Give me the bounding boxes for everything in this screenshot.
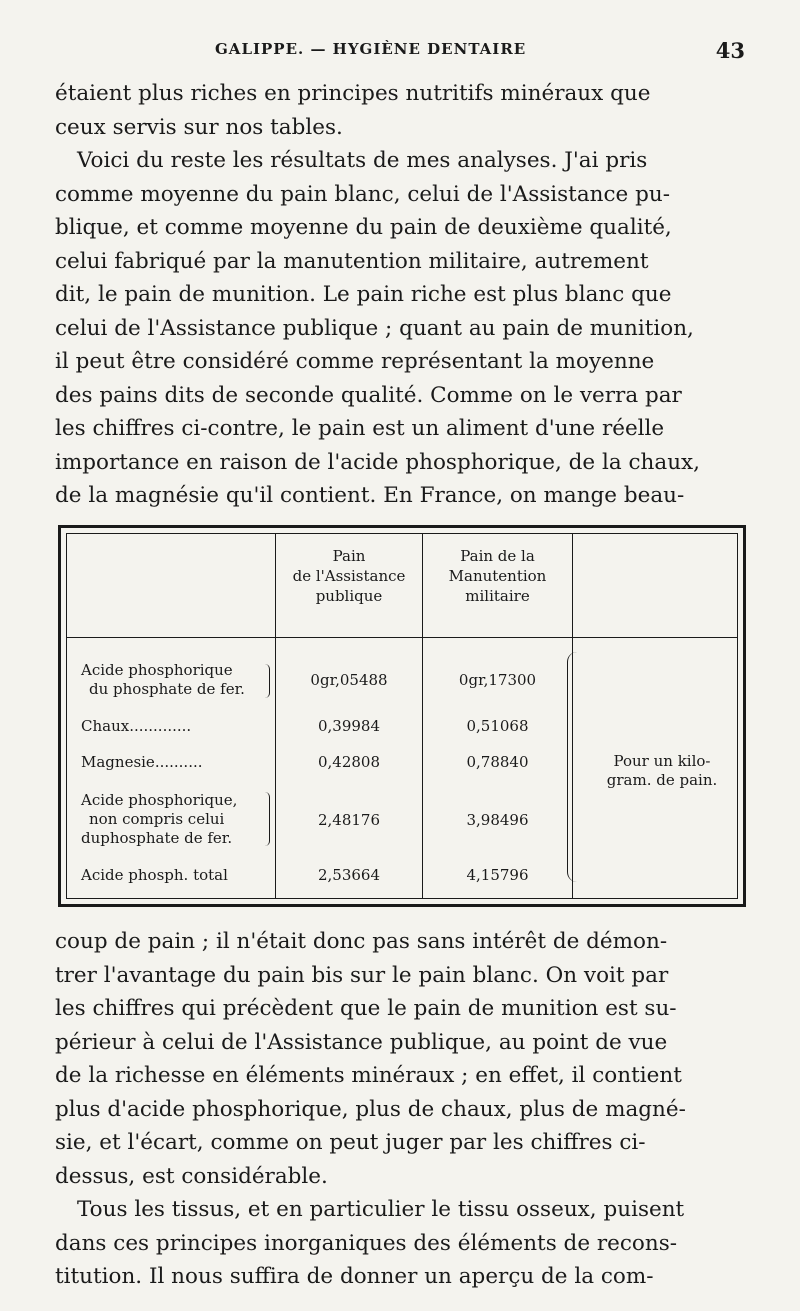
text-line: dans ces principes inorganiques des éléments de recons- bbox=[55, 1230, 678, 1256]
column-rule bbox=[275, 534, 276, 898]
value-manutention: 3,98496 bbox=[466, 811, 529, 829]
value-assistance: 0gr,05488 bbox=[310, 671, 388, 689]
column-rule bbox=[422, 534, 423, 898]
row-label: Acide phosph. total bbox=[81, 866, 228, 884]
label-line: duphosphate de fer. bbox=[81, 829, 233, 847]
text-line: périeur à celui de l'Assistance publique, au point de vue bbox=[55, 1029, 668, 1055]
header-line: Manutention bbox=[448, 567, 547, 585]
label-line: non compris celui bbox=[89, 810, 225, 828]
text-line: ceux servis sur nos tables. bbox=[55, 114, 343, 140]
header-rule bbox=[67, 637, 737, 638]
header-line: Pain de la bbox=[460, 547, 535, 565]
row-label bbox=[81, 661, 245, 699]
note-line: Pour un kilo- bbox=[613, 752, 711, 770]
header-line: de l'Assistance bbox=[292, 567, 406, 585]
text-line: dessus, est considérable. bbox=[55, 1163, 328, 1189]
value-manutention: 0,51068 bbox=[466, 717, 529, 735]
value-assistance: 2,53664 bbox=[317, 866, 381, 884]
text-line: sie, et l'écart, comme on peut juger par les chiffres ci- bbox=[55, 1130, 646, 1155]
value-manutention: 4,15796 bbox=[466, 866, 529, 884]
note-line: gram. de pain. bbox=[606, 771, 718, 789]
text-line: celui de l'Assistance publique ; quant au pain de munition, bbox=[55, 315, 694, 341]
row-brace bbox=[265, 664, 270, 698]
note-brace bbox=[567, 652, 578, 882]
label-line: du phosphate de fer. bbox=[89, 680, 245, 698]
label-line: Acide phosphorique, bbox=[81, 791, 238, 809]
text-line: les chiffres qui précèdent que le pain de munition est su- bbox=[55, 996, 677, 1021]
analysis-table bbox=[58, 525, 746, 907]
header-line: Pain bbox=[332, 547, 366, 565]
column-header-manutention bbox=[424, 546, 571, 606]
row-brace bbox=[265, 792, 270, 846]
value-assistance: 0,42808 bbox=[317, 753, 381, 771]
row-label: Chaux............. bbox=[81, 717, 192, 735]
value-assistance: 2,48176 bbox=[317, 811, 381, 829]
text-line: plus d'acide phosphorique, plus de chaux, plus de magné- bbox=[55, 1096, 686, 1122]
unit-note bbox=[587, 752, 737, 790]
text-line: Tous les tissus, et en particulier le tissu osseux, puisent bbox=[77, 1197, 685, 1222]
text-line: dit, le pain de munition. Le pain riche est plus blanc que bbox=[55, 282, 672, 307]
text-line: trer l'avantage du pain bis sur le pain blanc. On voit par bbox=[55, 962, 669, 988]
value-assistance: 0,39984 bbox=[317, 717, 381, 735]
text-line: celui fabriqué par la manutention militaire, autrement bbox=[55, 248, 649, 274]
text-line: de la magnésie qu'il contient. En France, on mange beau- bbox=[55, 483, 685, 508]
text-line: il peut être considéré comme représentant la moyenne bbox=[55, 349, 655, 374]
value-manutention: 0gr,17300 bbox=[458, 671, 537, 689]
header-line: militaire bbox=[465, 587, 530, 605]
text-line: importance en raison de l'acide phosphorique, de la chaux, bbox=[55, 449, 701, 475]
label-line: Acide phosphorique bbox=[81, 661, 233, 679]
body-text-bottom bbox=[55, 925, 745, 1294]
text-line: les chiffres ci-contre, le pain est un aliment d'une réelle bbox=[55, 416, 665, 441]
text-line: blique, et comme moyenne du pain de deuxième qualité, bbox=[55, 215, 672, 240]
value-manutention: 0,78840 bbox=[466, 753, 529, 771]
row-label bbox=[81, 791, 237, 848]
text-line: des pains dits de seconde qualité. Comme on le verra par bbox=[55, 382, 682, 408]
header-line: publique bbox=[315, 587, 383, 605]
text-line: comme moyenne du pain blanc, celui de l'Assistance pu- bbox=[55, 181, 670, 207]
text-line: Voici du reste les résultats de mes analyses. J'ai pris bbox=[77, 148, 648, 173]
text-line: étaient plus riches en principes nutritifs minéraux que bbox=[55, 81, 651, 106]
column-header-assistance bbox=[277, 546, 421, 606]
text-line: coup de pain ; il n'était donc pas sans intérêt de démon- bbox=[55, 929, 668, 954]
page-number: 43 bbox=[715, 38, 745, 63]
text-line: titution. Il nous suffira de donner un aperçu de la com- bbox=[55, 1264, 654, 1289]
running-title: GALIPPE. — HYGIÈNE DENTAIRE bbox=[215, 40, 527, 58]
page-header bbox=[55, 38, 745, 68]
row-label: Magnesie.......... bbox=[81, 753, 203, 771]
table-frame bbox=[66, 533, 738, 899]
text-line: de la richesse en éléments minéraux ; en effet, il contient bbox=[55, 1063, 682, 1088]
body-text-top bbox=[55, 77, 745, 513]
